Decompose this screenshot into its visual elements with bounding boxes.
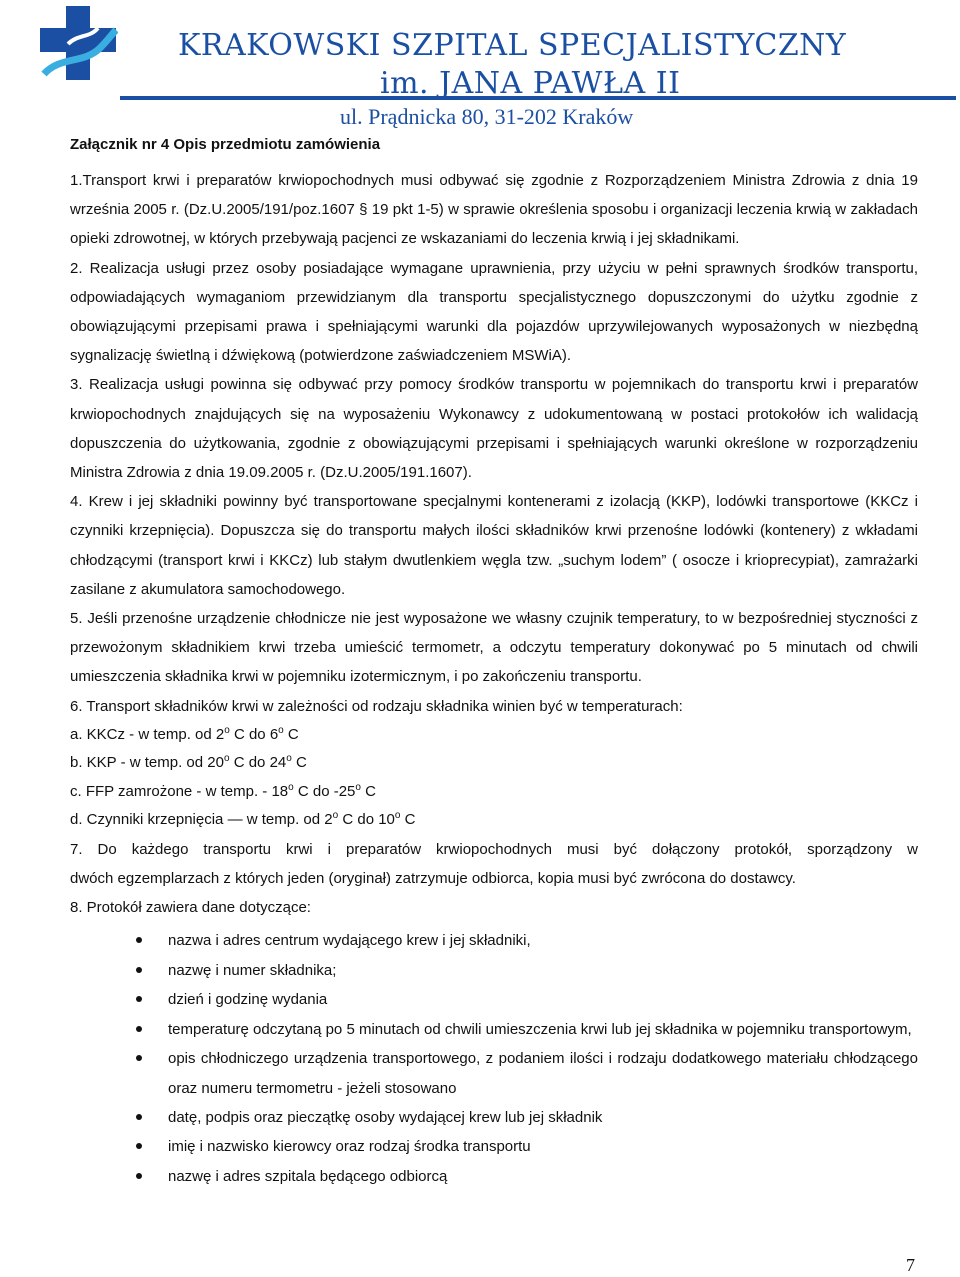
section-4: 4. Krew i jej składniki powinny być transportowane specjalnymi kontenerami z izolacją (KKP), lodówki transportowe (KKCz i czynniki krzepnięcia). Dopuszcza się do transportu małych ilości składników krwi przenośne lodówki (kontenery) z wkładami chłodzącymi (transport krwi i KKCz) lub stałym dwutlenkiem węgla tzw. „suchym lodem” ( osocze i krioprecypiat), zamrażarki zasilane z akumulatora samochodowego. [70,493,918,598]
hospital-name: KRAKOWSKI SZPITAL SPECJALISTYCZNY [178,28,847,63]
document-title: Załącznik nr 4 Opis przedmiotu zamówienia [70,136,381,153]
list-item: imię i nazwisko kierowcy oraz rodzaj środka transportu [70,1132,918,1161]
list-item: datę, podpis oraz pieczątkę osoby wydającej krew lub jej składnik [70,1103,918,1132]
temp-item-a: a. KKCz - w temp. od 2$^o$ C do 6$^o$ C [70,724,299,743]
temperature-list [70,721,918,835]
temp-item-d: d. Czynniki krzepnięcia — w temp. od 2$^o$ C do 10$^o$ C [70,810,416,829]
section-5: 5. Jeśli przenośne urządzenie chłodnicze nie jest wyposażone we własny czujnik temperatury, to w bezpośredniej styczności z przewożonym składnikiem krwi trzeba umieścić termometr, a odczytu temperatury dokonywać po 5 minutach od chwili umieszczenia składnika krwi w pojemniku izotermicznym, i po zakończeniu transportu. [70,610,918,686]
section-3: 3. Realizacja usługi powinna się odbywać przy pomocy środków transportu w pojemnikach do transportu krwi i preparatów krwiopochodnych znajdujących się na wyposażeniu Wykonawcy z udokumentowaną w postaci protokołów ich walidacją dopuszczenia do użytkowania, zgodnie z obowiązującymi przepisami i spełniających warunki określone w rozporządzeniu Ministra Zdrowia z dnia 19.09.2005 r. (Dz.U.2005/191.1607). [70,376,918,482]
page-number: 7 [906,1255,915,1275]
section-8: 8. Protokół zawiera dane dotyczące: [70,899,311,917]
list-item: nazwa i adres centrum wydającego krew i jej składniki, [70,926,918,955]
list-item: opis chłodniczego urządzenia transportowego, z podaniem ilości i rodzaju dodatkowego materiału chłodzącego oraz numeru termometru - jeżeli stosowano [70,1044,918,1103]
hospital-patron: im. JANA PAWŁA II [380,66,681,101]
section-6: 6. Transport składników krwi w zależności od rodzaju składnika winien być w temperaturach: [70,697,683,715]
section-7-line-2: dwóch egzemplarzach z których jeden (oryginał) zatrzymuje odbiorca, kopia musi być zwrócona do dostawcy. [70,870,796,888]
list-item: nazwę i numer składnika; [70,956,918,985]
hospital-address: ul. Prądnicka 80, 31-202 Kraków [340,104,634,129]
protocol-data-list [70,926,918,1191]
medical-cross-icon [38,4,118,82]
letterhead [0,0,960,128]
temp-item-b: b. KKP - w temp. od 20$^o$ C do 24$^o$ C [70,753,307,772]
list-item: dzień i godzinę wydania [70,985,918,1014]
list-item: nazwę i adres szpitala będącego odbiorcą [70,1162,918,1191]
document-body [70,134,918,1191]
list-item: temperaturę odczytaną po 5 minutach od chwili umieszczenia krwi lub jej składnika w pojemniku transportowym, [70,1015,918,1044]
temp-item-c: c. FFP zamrożone - w temp. - 18$^o$ C do -25$^o$ C [70,781,376,800]
section-2: 2. Realizacja usługi przez osoby posiadające wymagane uprawnienia, przy użyciu w pełni sprawnych środków transportu, odpowiadających wymaganiom przewidzianym dla transportu specjalistycznego dopuszczonymi do użytku zgodnie z obowiązującymi przepisami prawa i spełniającymi warunki dla pojazdów uprzywilejowanych wyposażonych w niezbędną sygnalizację świetlną i dźwiękową (potwierdzone zaświadczeniem MSWiA). [70,259,918,365]
section-1: 1.Transport krwi i preparatów krwiopochodnych musi odbywać się zgodnie z Rozporządzeniem Ministra Zdrowia z dnia 19 września 2005 r. (Dz.U.2005/191/poz.1607 § 19 pkt 1-5) w sprawie określenia sposobu i organizacji leczenia krwią w zakładach opieki zdrowotnej, w których przebywają pacjenci ze wskazaniami do leczenia krwią i jej składnikami. [70,172,918,248]
section-7-line-1: 7. Do każdego transportu krwi i preparatów krwiopochodnych musi być dołączony protokół, sporządzony w [70,840,918,858]
